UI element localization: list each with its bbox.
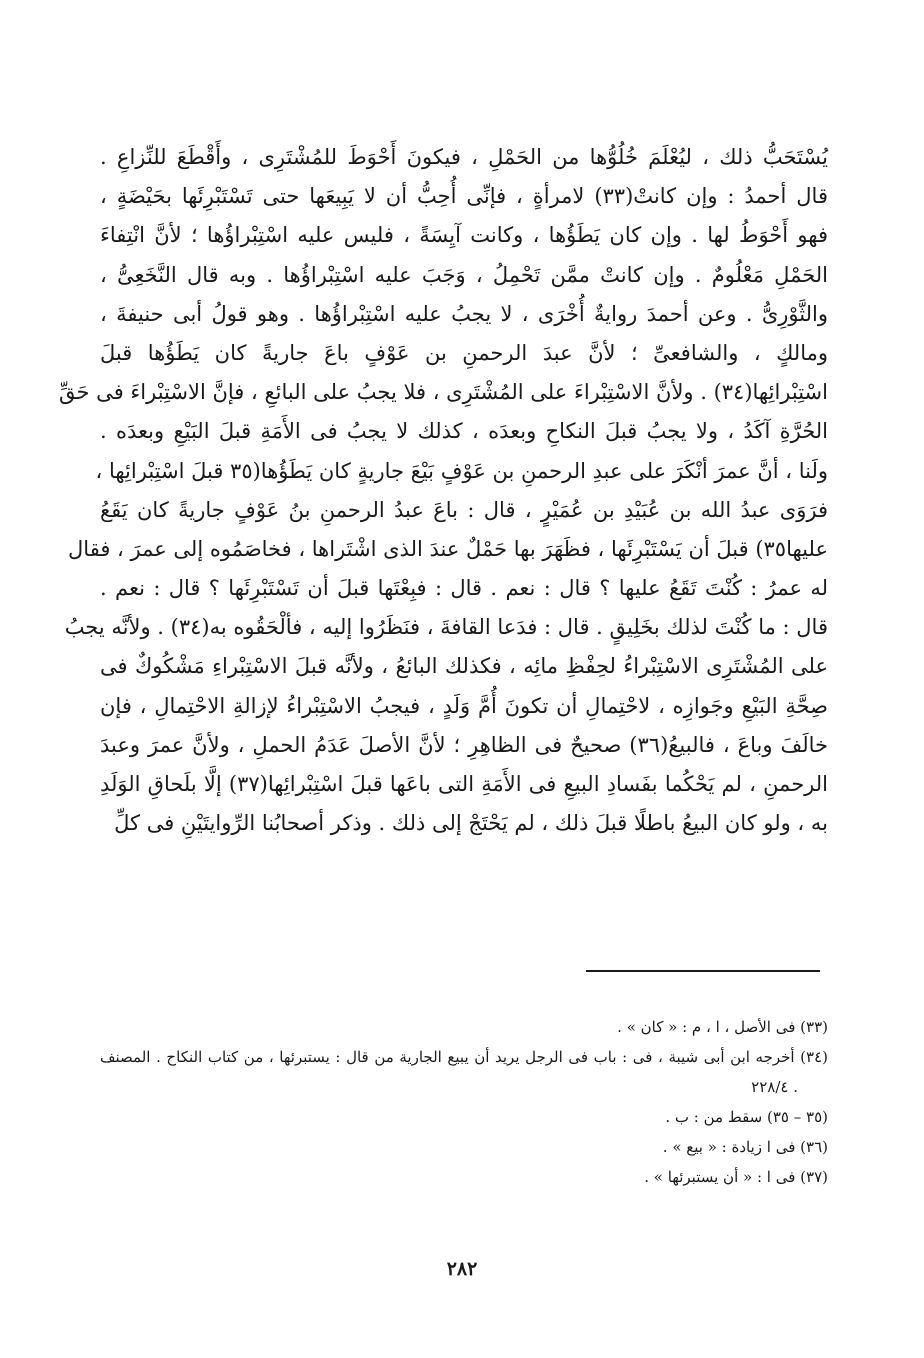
text-line: والثَّوْرِىُّ . وعن أحمدَ روايةٌ أُخْرَى ، لا يجبُ عليه اسْتِبْراؤُها . وهو قولُ أبى حنيفةَ ، (100, 301, 828, 326)
footnote-separator (586, 970, 820, 972)
text-line: فهو أَحْوَطُ لها . وإن كان يَطَؤُها ، وكانت آيِسَةً ، فليس عليه اسْتِبْراؤُها ؛ لأنَّ انْتِفاءَ (100, 223, 828, 248)
footnotes (100, 1012, 828, 1192)
text-line: صِحَّةِ البَيْعِ وجَوازِه ، لاحْتِمالِ أن تكونَ أُمَّ وَلَدٍ ، فيجبُ الاسْتِبْراءُ لإزالةِ الاحْتِمالِ ، فإن (100, 693, 828, 718)
footnote-36: (٣٦) فى ا زيادة : « بيع » . (662, 1138, 828, 1156)
footnote-34: (٣٤) أخرجه ابن أبى شيبة ، فى : باب فى الرجل يريد أن يبيع الجارية من قال : يستبرئها ، من كتاب النكاح . المصنف (100, 1048, 828, 1066)
text-line: عليها٣٥) قبلَ أن يَسْتَبْرِئَها ، فظَهَرَ بها حَمْلٌ عندَ الذى اشْتَراها ، فخاصَمُوه إلى عمرَ ، فقال (68, 536, 828, 561)
page-number: ٢٨٢ (446, 1258, 478, 1280)
text-line: الحَمْلِ مَعْلُومٌ . وإن كانتْ ممَّن تَحْمِلُ ، وَجَبَ عليه اسْتِبْراؤُها . وبه قال النَّخَعِىُّ ، (100, 262, 828, 287)
text-line: ومالكٍ ، والشافعىِّ ؛ لأنَّ عبدَ الرحمنِ بن عَوْفٍ باعَ جاريةً كان يَطَؤُها قبلَ (100, 340, 828, 365)
text-line: فرَوَى عبدُ الله بن عُبَيْدِ بن عُمَيْرٍ ، قال : باعَ عبدُ الرحمنِ بنُ عَوْفٍ جاريةً كان يَقَعُ (100, 497, 828, 522)
main-text (59, 138, 828, 843)
text-line: له عمرُ : كُنْتَ تَقَعُ عليها ؟ قال : نعم . قال : فبِعْتَها قبلَ أن تَسْتَبْرِئَها ؟ قال : نعم . (100, 576, 828, 601)
footnote-34-continuation: . ٢٢٨/٤ (751, 1078, 798, 1096)
footnote-37: (٣٧) فى ا : « أن يستبرئها » . (644, 1168, 828, 1186)
text-line: يُسْتَحَبُّ ذلك ، ليُعْلَمَ خُلُوُّها من الحَمْلِ ، فيكونَ أَحْوَطَ للمُشْتَرِى ، وأَقْطَعَ للنِّزاعِ . (100, 145, 828, 169)
text-line: قال أحمدُ : وإن كانتْ(٣٣) لامرأةٍ ، فإنِّى أُحِبُّ أن لا يَبِيعَها حتى تَسْتَبْرِئَها بحَيْضَةٍ ، (100, 184, 828, 209)
footnote-35: (٣٥ – ٣٥) سقط من : ب . (665, 1108, 828, 1126)
footnote-33: (٣٣) فى الأصل ، ا ، م : « كان » . (617, 1018, 828, 1036)
text-line: الرحمنِ ، لم يَحْكُما بفَسادِ البيعِ فى الأَمَةِ التى باعَها قبلَ اسْتِبْرائِها(٣٧) إلَّا بلَحاقِ الوَلَدِ (100, 772, 828, 796)
text-line: الحُرَّةِ آكَدُ ، ولا يجبُ قبلَ النكاحِ وبعدَه ، كذلك لا يجبُ فى الأَمَةِ قبلَ البَيْعِ وبعدَه . (100, 419, 828, 444)
text-line: اسْتِبْرائِها(٣٤) . ولأنَّ الاسْتِبْراءَ على المُشْتَرِى ، فلا يجبُ على البائعِ ، فإنَّ الاسْتِبْراءَ فى حَقِّ (59, 380, 828, 405)
text-line: ولَنا ، أنَّ عمرَ أنْكَرَ على عبدِ الرحمنِ بن عَوْفٍ بَيْعَ جاريةٍ كان يَطَؤُها(٣٥ قبلَ اسْتِبْرائِها ، (95, 458, 828, 483)
text-line: قال : ما كُنْتَ لذلك بخَلِيقٍ . قال : فدَعا القافةَ ، فنَظَرُوا إليه ، فألْحَقُوه به(٣٤) . ولأنَّه يجبُ (64, 615, 828, 640)
text-line: خالَفَ وباعَ ، فالبيعُ(٣٦) صحيحٌ فى الظاهِرِ ؛ لأنَّ الأصلَ عَدَمُ الحملِ ، ولأنَّ عمرَ وعبدَ (100, 732, 828, 757)
text-line: به ، ولو كان البيعُ باطلًا قبلَ ذلك ، لم يَحْتَجْ إلى ذلك . وذكر أصحابُنا الرِّوايتَيْنِ فى كلِّ (114, 811, 828, 836)
text-line: على المُشْتَرِى الاسْتِبْراءُ لحِفْظِ مائِه ، فكذلك البائعُ ، ولأنَّه قبلَ الاسْتِبْراءِ مَشْكُوكٌ فى (100, 654, 828, 679)
